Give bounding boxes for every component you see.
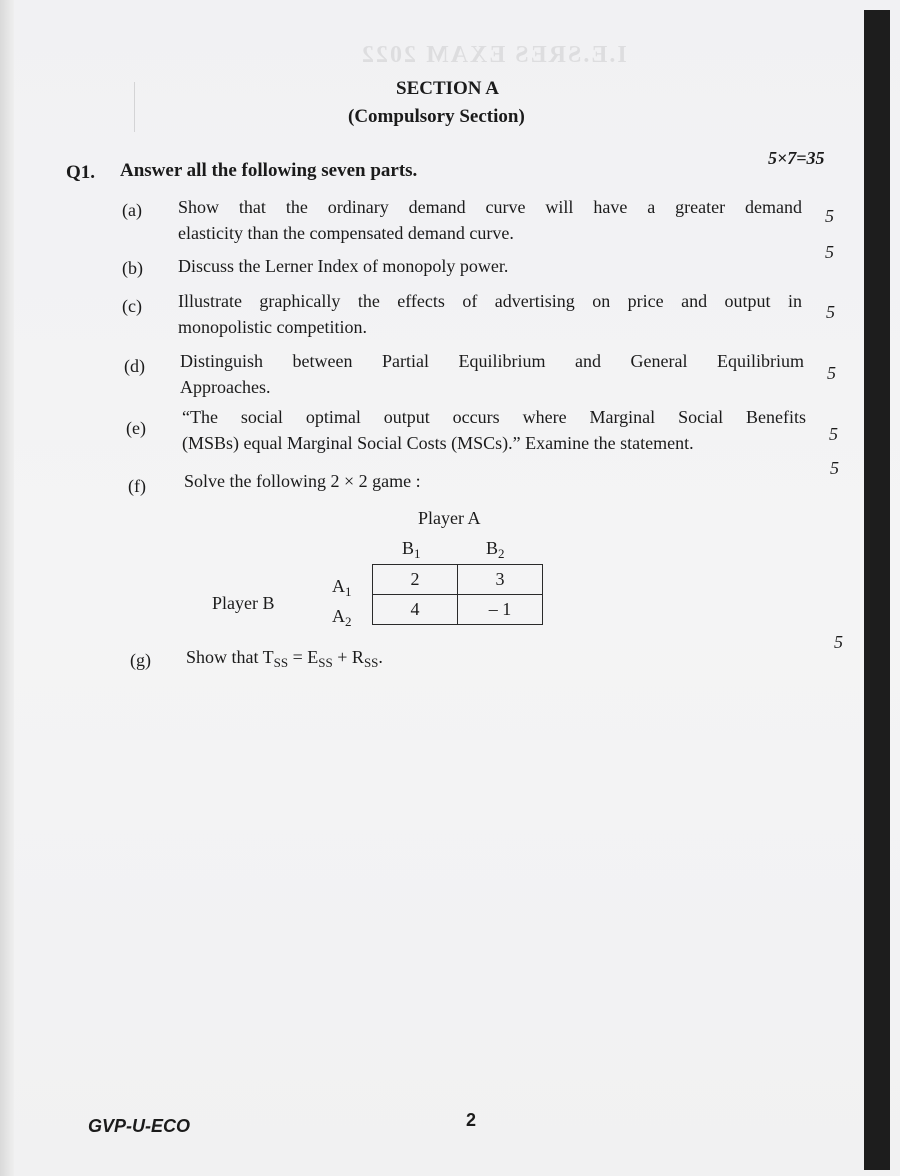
- scan-left-edge: [0, 0, 14, 1176]
- part-e-marks: 5: [829, 424, 838, 444]
- payoff-row: [373, 595, 543, 625]
- part-f-marks: 5: [830, 458, 839, 478]
- row-label-a2: $A_2$: [332, 606, 352, 629]
- part-a-marks: 5: [825, 206, 834, 226]
- row-label-a1: $A_1$: [332, 576, 352, 599]
- part-g-marks: 5: [834, 632, 843, 652]
- payoff-cell: 4: [373, 595, 458, 625]
- player-a-label: Player A: [418, 508, 481, 528]
- part-c-label: (c): [122, 296, 142, 316]
- payoff-cell: 2: [373, 565, 458, 595]
- part-f-line-1: Solve the following 2 × 2 game :: [184, 471, 421, 491]
- column-label-b1: $B_1$: [402, 538, 421, 561]
- question-prompt: Answer all the following seven parts.: [120, 160, 418, 181]
- part-a-line-1: Show that the ordinary demand curve will have a greater demand: [178, 197, 802, 217]
- bleed-through-text: I.E.SRES EXAM 2022: [360, 42, 627, 68]
- part-b-label: (b): [122, 258, 143, 278]
- paper-fold-mark: [134, 82, 135, 132]
- part-g-label: (g): [130, 650, 151, 670]
- part-d-label: (d): [124, 356, 145, 376]
- part-c-marks: 5: [826, 302, 835, 322]
- column-label-b2: $B_2$: [486, 538, 505, 561]
- part-a-label: (a): [122, 200, 142, 220]
- page-number: 2: [466, 1110, 477, 1130]
- part-e-label: (e): [126, 418, 146, 438]
- part-e-text: [182, 404, 806, 456]
- payoff-row: [373, 565, 543, 595]
- part-c-line-2: monopolistic competition.: [178, 317, 367, 337]
- part-c-text: [178, 288, 802, 340]
- part-a-text: [178, 194, 802, 246]
- part-f-label: (f): [128, 476, 146, 496]
- part-e-line-2: (MSBs) equal Marginal Social Costs (MSCs).” Examine the statement.: [182, 433, 694, 453]
- question-marks: 5×7=35: [768, 148, 825, 168]
- question-number: Q1.: [66, 162, 96, 183]
- player-b-label: Player B: [212, 593, 275, 613]
- part-d-line-1: Distinguish between Partial Equilibrium and General Equilibrium: [180, 351, 804, 371]
- part-d-line-2: Approaches.: [180, 377, 271, 397]
- part-e-line-1: “The social optimal output occurs where Marginal Social Benefits: [182, 407, 806, 427]
- part-b-line-1: Discuss the Lerner Index of monopoly power.: [178, 256, 509, 276]
- part-g-text: Show that $T_{SS} = E_{SS} + R_{SS}$.: [186, 647, 383, 670]
- part-b-text: [178, 253, 508, 279]
- part-d-text: [180, 348, 804, 400]
- part-b-marks: 5: [825, 242, 834, 262]
- payoff-cell: – 1: [458, 595, 543, 625]
- part-d-marks: 5: [827, 363, 836, 383]
- section-subtitle: (Compulsory Section): [348, 106, 525, 127]
- part-c-line-1: Illustrate graphically the effects of advertising on price and output in: [178, 291, 802, 311]
- part-a-line-2: elasticity than the compensated demand curve.: [178, 223, 514, 243]
- payoff-cell: 3: [458, 565, 543, 595]
- section-title: SECTION A: [396, 78, 499, 99]
- payoff-matrix: [372, 564, 543, 625]
- part-f-text: [184, 468, 421, 494]
- scan-right-edge: [864, 10, 890, 1170]
- paper-code: GVP-U-ECO: [88, 1116, 191, 1136]
